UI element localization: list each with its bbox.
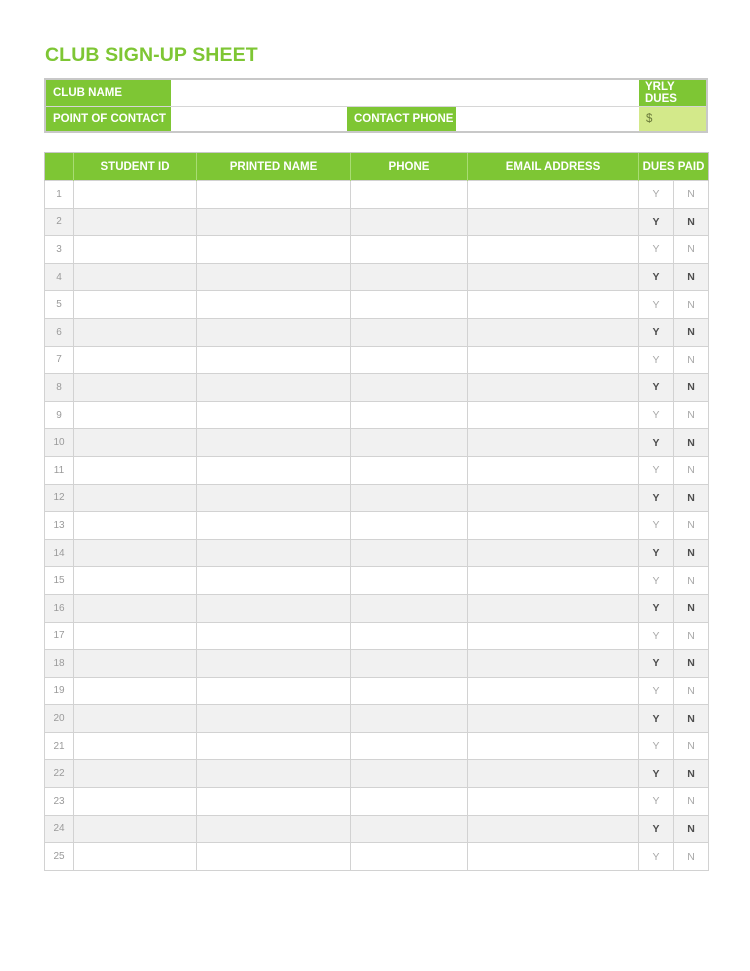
row-number: 11 [45,456,74,484]
phone-cell[interactable] [351,677,468,705]
phone-cell[interactable] [351,843,468,871]
student-id-cell[interactable] [74,788,197,816]
club-info-panel [44,78,708,133]
email-address-cell[interactable] [468,594,639,622]
student-id-cell[interactable] [74,346,197,374]
printed-name-cell[interactable] [197,815,351,843]
email-address-cell[interactable] [468,705,639,733]
dues-paid-no-option[interactable]: N [674,291,709,319]
row-number: 16 [45,594,74,622]
student-id-cell[interactable] [74,236,197,264]
row-number: 4 [45,263,74,291]
student-id-cell[interactable] [74,512,197,540]
printed-name-cell[interactable] [197,567,351,595]
phone-cell[interactable] [351,291,468,319]
printed-name-cell[interactable] [197,732,351,760]
phone-cell[interactable] [351,263,468,291]
email-address-cell[interactable] [468,181,639,209]
dues-paid-no-option[interactable]: N [674,263,709,291]
printed-name-cell[interactable] [197,291,351,319]
row-number: 13 [45,512,74,540]
student-id-cell[interactable] [74,291,197,319]
dues-paid-no-option[interactable]: N [674,677,709,705]
table-row [45,650,709,678]
email-address-cell[interactable] [468,208,639,236]
phone-cell[interactable] [351,760,468,788]
table-row [45,484,709,512]
table-row [45,401,709,429]
dues-paid-no-option[interactable]: N [674,374,709,402]
row-number: 3 [45,236,74,264]
dues-paid-yes-option[interactable]: Y [639,760,674,788]
row-number: 20 [45,705,74,733]
student-id-cell[interactable] [74,815,197,843]
dues-paid-no-option[interactable]: N [674,539,709,567]
student-id-cell[interactable] [74,484,197,512]
table-row [45,236,709,264]
table-row [45,512,709,540]
row-number: 22 [45,760,74,788]
table-row [45,705,709,733]
printed-name-cell[interactable] [197,181,351,209]
table-row [45,208,709,236]
table-row [45,677,709,705]
email-address-cell[interactable] [468,788,639,816]
dues-paid-yes-option[interactable]: Y [639,263,674,291]
phone-cell[interactable] [351,594,468,622]
dues-paid-no-option[interactable]: N [674,843,709,871]
dues-paid-yes-option[interactable]: Y [639,208,674,236]
row-number: 2 [45,208,74,236]
point-of-contact-field[interactable] [171,107,347,131]
dues-paid-no-option[interactable]: N [674,512,709,540]
dues-paid-yes-option[interactable]: Y [639,429,674,457]
row-number: 1 [45,181,74,209]
printed-name-cell[interactable] [197,512,351,540]
phone-cell[interactable] [351,236,468,264]
dues-paid-no-option[interactable]: N [674,760,709,788]
printed-name-cell[interactable] [197,374,351,402]
yearly-dues-field[interactable]: $ [639,107,706,131]
phone-header: PHONE [351,153,468,181]
contact-phone-field[interactable] [456,107,639,131]
email-address-cell[interactable] [468,622,639,650]
table-row [45,429,709,457]
dues-paid-yes-option[interactable]: Y [639,815,674,843]
phone-cell[interactable] [351,512,468,540]
row-number: 18 [45,650,74,678]
table-row [45,318,709,346]
student-id-cell[interactable] [74,567,197,595]
club-name-label: CLUB NAME [46,80,171,106]
phone-cell[interactable] [351,208,468,236]
dues-paid-yes-option[interactable]: Y [639,401,674,429]
dues-paid-header: DUES PAID [639,153,709,181]
phone-cell[interactable] [351,567,468,595]
student-id-cell[interactable] [74,208,197,236]
table-row [45,374,709,402]
club-name-field[interactable] [171,80,639,106]
row-number: 17 [45,622,74,650]
printed-name-cell[interactable] [197,401,351,429]
row-number: 25 [45,843,74,871]
student-id-cell[interactable] [74,760,197,788]
row-number: 5 [45,291,74,319]
email-address-cell[interactable] [468,456,639,484]
printed-name-cell[interactable] [197,650,351,678]
dues-paid-yes-option[interactable]: Y [639,484,674,512]
phone-cell[interactable] [351,732,468,760]
dues-paid-yes-option[interactable]: Y [639,318,674,346]
table-row [45,843,709,871]
dues-paid-no-option[interactable]: N [674,815,709,843]
dues-paid-yes-option[interactable]: Y [639,843,674,871]
table-header-row [45,153,709,181]
table-row [45,594,709,622]
dues-paid-no-option[interactable]: N [674,705,709,733]
printed-name-cell[interactable] [197,622,351,650]
printed-name-cell[interactable] [197,677,351,705]
dues-paid-no-option[interactable]: N [674,594,709,622]
row-number: 23 [45,788,74,816]
dues-paid-yes-option[interactable]: Y [639,512,674,540]
phone-cell[interactable] [351,788,468,816]
phone-cell[interactable] [351,622,468,650]
dues-paid-no-option[interactable]: N [674,318,709,346]
row-number: 21 [45,732,74,760]
signup-table-body [45,181,709,871]
printed-name-cell[interactable] [197,429,351,457]
printed-name-cell[interactable] [197,539,351,567]
phone-cell[interactable] [351,484,468,512]
table-row [45,456,709,484]
row-number: 10 [45,429,74,457]
dues-paid-no-option[interactable]: N [674,236,709,264]
phone-cell[interactable] [351,650,468,678]
student-id-cell[interactable] [74,456,197,484]
dues-paid-no-option[interactable]: N [674,401,709,429]
printed-name-cell[interactable] [197,208,351,236]
student-id-cell[interactable] [74,732,197,760]
dues-paid-yes-option[interactable]: Y [639,788,674,816]
dues-paid-no-option[interactable]: N [674,732,709,760]
row-number: 6 [45,318,74,346]
dues-paid-yes-option[interactable]: Y [639,622,674,650]
email-address-cell[interactable] [468,346,639,374]
dues-paid-yes-option[interactable]: Y [639,539,674,567]
student-id-cell[interactable] [74,677,197,705]
row-number: 24 [45,815,74,843]
printed-name-header: PRINTED NAME [197,153,351,181]
yearly-dues-label: YRLY DUES [639,80,706,106]
phone-cell[interactable] [351,705,468,733]
dues-paid-yes-option[interactable]: Y [639,236,674,264]
table-row [45,815,709,843]
dues-paid-no-option[interactable]: N [674,567,709,595]
phone-cell[interactable] [351,374,468,402]
dues-paid-no-option[interactable]: N [674,622,709,650]
email-address-cell[interactable] [468,291,639,319]
email-address-cell[interactable] [468,374,639,402]
dues-paid-yes-option[interactable]: Y [639,291,674,319]
student-id-cell[interactable] [74,705,197,733]
email-address-header: EMAIL ADDRESS [468,153,639,181]
phone-cell[interactable] [351,815,468,843]
table-row [45,732,709,760]
printed-name-cell[interactable] [197,456,351,484]
email-address-cell[interactable] [468,236,639,264]
row-number: 12 [45,484,74,512]
dues-paid-yes-option[interactable]: Y [639,456,674,484]
printed-name-cell[interactable] [197,263,351,291]
email-address-cell[interactable] [468,512,639,540]
dues-paid-no-option[interactable]: N [674,429,709,457]
student-id-cell[interactable] [74,622,197,650]
row-number: 15 [45,567,74,595]
dues-paid-no-option[interactable]: N [674,181,709,209]
student-id-cell[interactable] [74,429,197,457]
printed-name-cell[interactable] [197,346,351,374]
phone-cell[interactable] [351,346,468,374]
dues-paid-yes-option[interactable]: Y [639,567,674,595]
phone-cell[interactable] [351,181,468,209]
dues-paid-no-option[interactable]: N [674,208,709,236]
email-address-cell[interactable] [468,318,639,346]
student-id-cell[interactable] [74,401,197,429]
table-row [45,788,709,816]
phone-cell[interactable] [351,456,468,484]
printed-name-cell[interactable] [197,318,351,346]
printed-name-cell[interactable] [197,788,351,816]
point-of-contact-label: POINT OF CONTACT [46,107,171,131]
student-id-cell[interactable] [74,318,197,346]
dues-paid-yes-option[interactable]: Y [639,346,674,374]
dues-paid-yes-option[interactable]: Y [639,181,674,209]
email-address-cell[interactable] [468,263,639,291]
printed-name-cell[interactable] [197,760,351,788]
email-address-cell[interactable] [468,484,639,512]
table-row [45,539,709,567]
printed-name-cell[interactable] [197,484,351,512]
email-address-cell[interactable] [468,677,639,705]
contact-phone-label: CONTACT PHONE [347,107,456,131]
dues-paid-yes-option[interactable]: Y [639,374,674,402]
row-number: 19 [45,677,74,705]
email-address-cell[interactable] [468,760,639,788]
printed-name-cell[interactable] [197,236,351,264]
dues-paid-yes-option[interactable]: Y [639,650,674,678]
row-number: 7 [45,346,74,374]
table-row [45,346,709,374]
table-row [45,181,709,209]
email-address-cell[interactable] [468,843,639,871]
dues-paid-no-option[interactable]: N [674,650,709,678]
phone-cell[interactable] [351,539,468,567]
email-address-cell[interactable] [468,539,639,567]
page-title: CLUB SIGN-UP SHEET [45,44,258,66]
row-number: 9 [45,401,74,429]
email-address-cell[interactable] [468,650,639,678]
printed-name-cell[interactable] [197,705,351,733]
dues-paid-no-option[interactable]: N [674,788,709,816]
student-id-cell[interactable] [74,594,197,622]
phone-cell[interactable] [351,429,468,457]
table-row [45,263,709,291]
row-number-header [45,153,74,181]
email-address-cell[interactable] [468,401,639,429]
table-row [45,760,709,788]
signup-table [44,152,709,871]
student-id-cell[interactable] [74,650,197,678]
dues-paid-no-option[interactable]: N [674,346,709,374]
printed-name-cell[interactable] [197,594,351,622]
dues-paid-yes-option[interactable]: Y [639,677,674,705]
dues-paid-no-option[interactable]: N [674,456,709,484]
student-id-cell[interactable] [74,181,197,209]
row-number: 14 [45,539,74,567]
dues-paid-yes-option[interactable]: Y [639,594,674,622]
dues-paid-yes-option[interactable]: Y [639,705,674,733]
student-id-cell[interactable] [74,374,197,402]
row-number: 8 [45,374,74,402]
table-row [45,622,709,650]
email-address-cell[interactable] [468,815,639,843]
printed-name-cell[interactable] [197,843,351,871]
email-address-cell[interactable] [468,567,639,595]
phone-cell[interactable] [351,401,468,429]
student-id-header: STUDENT ID [74,153,197,181]
email-address-cell[interactable] [468,732,639,760]
email-address-cell[interactable] [468,429,639,457]
dues-paid-no-option[interactable]: N [674,484,709,512]
student-id-cell[interactable] [74,843,197,871]
student-id-cell[interactable] [74,263,197,291]
dues-paid-yes-option[interactable]: Y [639,732,674,760]
phone-cell[interactable] [351,318,468,346]
table-row [45,291,709,319]
student-id-cell[interactable] [74,539,197,567]
table-row [45,567,709,595]
